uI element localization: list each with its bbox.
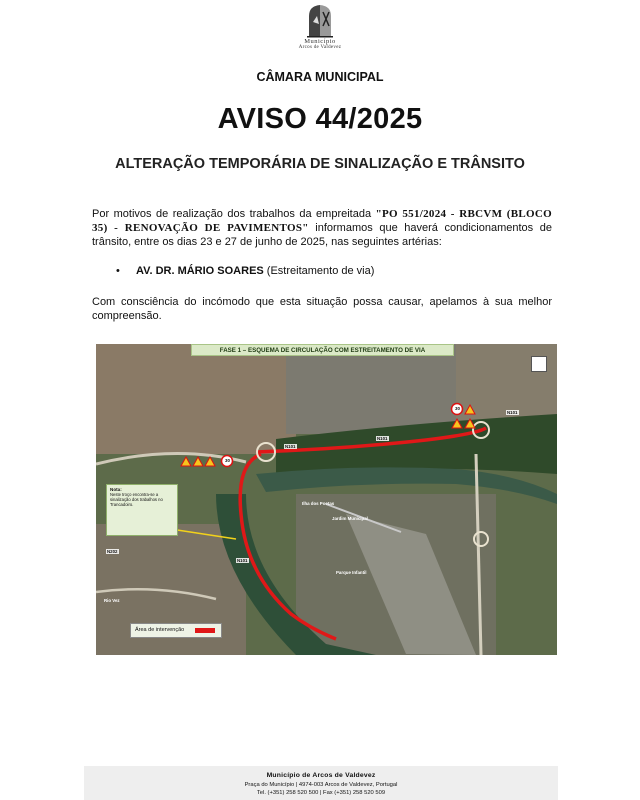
street-list-item [116, 265, 374, 277]
note-title: Nota: [110, 487, 122, 492]
road-label: N101 [237, 558, 248, 563]
logo-subtitle: Arcos de Valdevez [298, 45, 342, 50]
intro-paragraph [92, 207, 552, 249]
road-label: N101 [285, 444, 296, 449]
compass-icon [531, 356, 547, 372]
municipal-logo [284, 2, 356, 58]
logo-name: Município [304, 38, 336, 45]
traffic-map [96, 344, 557, 655]
place-label: Rio Vez [104, 598, 120, 603]
speed-limit-left: 30 [225, 458, 230, 463]
legend-swatch [195, 628, 215, 633]
coat-of-arms-icon [299, 2, 341, 38]
legend-label: Área de intervenção [135, 627, 185, 633]
place-label: Parque Infantil [336, 570, 367, 575]
notice-title: AVISO 44/2025 [217, 103, 423, 135]
speed-limit-right: 30 [455, 406, 460, 411]
footer-name: Município de Arcos de Valdevez [266, 772, 376, 779]
note-text: Neste troço encontra-se a sinalização dos trabalhos no Trancadoiro. [110, 492, 163, 507]
footer-contacts: Tel. (+351) 258 520 500 | Fax (+351) 258 520 509 [256, 790, 386, 796]
closing-paragraph: Com consciência do incómodo que esta situação possa causar, apelamos à sua melhor compreensão. [92, 296, 552, 322]
place-label: Ilha dos Poetas [302, 501, 335, 506]
map-phase-title: FASE 1 – ESQUEMA DE CIRCULAÇÃO COM ESTREITAMENTO DE VIA [191, 344, 454, 356]
intro-text-a: Por motivos de realização dos trabalhos da empreitada [92, 208, 376, 220]
map-legend [130, 623, 222, 638]
notice-subtitle: ALTERAÇÃO TEMPORÁRIA DE SINALIZAÇÃO E TRÂNSITO [115, 156, 525, 172]
organization-title: CÂMARA MUNICIPAL [256, 70, 384, 84]
street-name: AV. DR. MÁRIO SOARES [136, 265, 264, 277]
road-label: N101 [377, 436, 388, 441]
road-label: N202 [107, 549, 118, 554]
project-name: "PO 551/2024 - RBCVM (BLOCO 35) - RENOVAÇÃO DE PAVIMENTOS" [92, 208, 552, 234]
place-label: Jardim Municipal [332, 516, 368, 521]
intro-text-c: informamos que haverá condicionamentos de trânsito, entre os dias 23 e 27 de junho de 2025, nas seguintes artérias: [92, 222, 552, 248]
footer-address: Praça do Município | 4974-003 Arcos de Valdevez, Portugal [244, 782, 398, 788]
map-note [106, 484, 178, 536]
bullet-marker: • [116, 265, 120, 277]
page-footer [84, 766, 558, 800]
street-note: (Estreitamento de via) [263, 265, 375, 277]
road-label: N101 [507, 410, 518, 415]
